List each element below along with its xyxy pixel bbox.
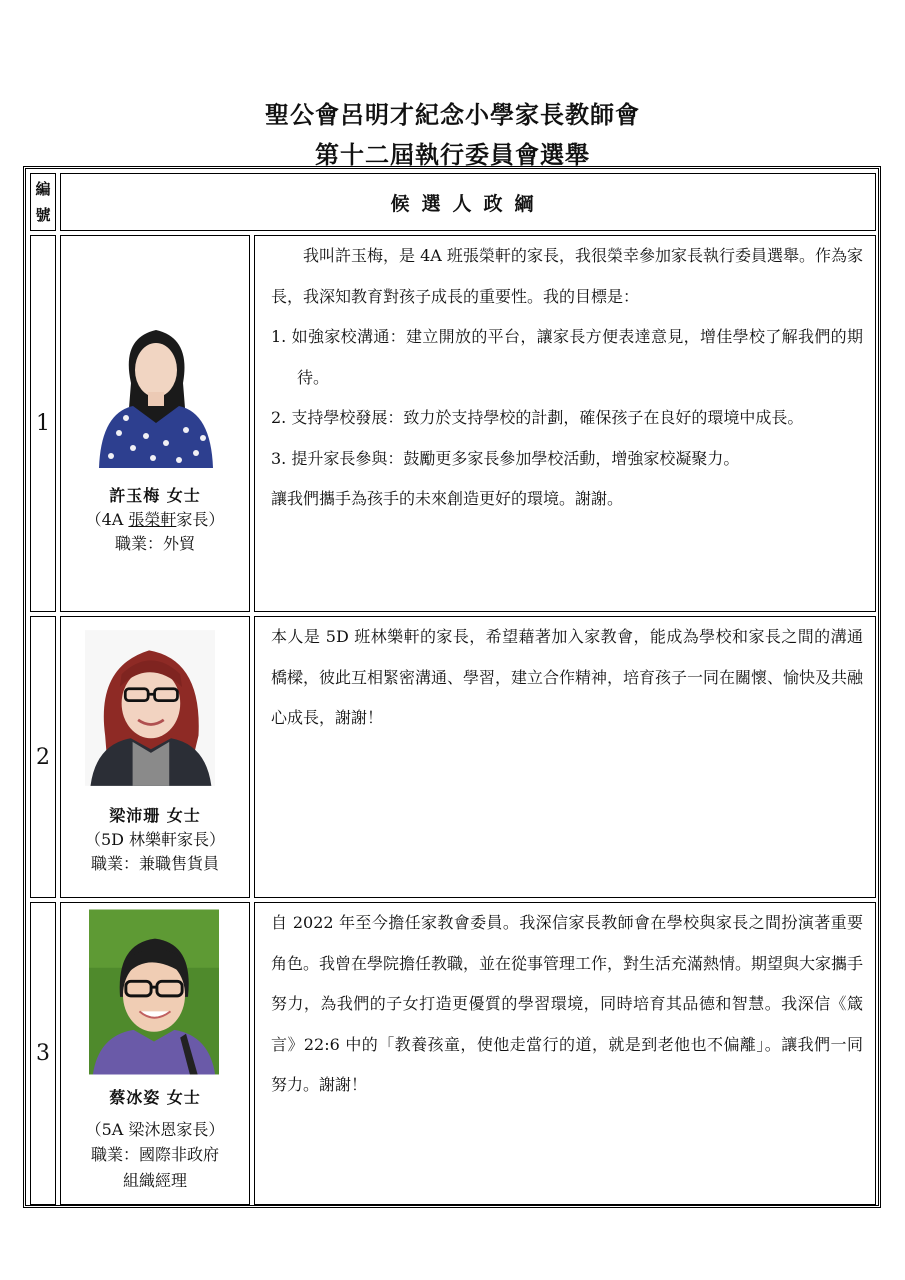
candidate-platform <box>254 902 876 1205</box>
platform-item: 3. 提升家長參與：鼓勵更多家長參加學校活動，增強家校凝聚力。 <box>271 448 740 468</box>
candidate-occupation: 職業：兼職售貨員 <box>90 854 219 873</box>
candidate-relation: （5A 梁沐恩家長） <box>85 1120 225 1139</box>
candidate-number: 2 <box>30 616 56 898</box>
candidate-info <box>60 235 250 612</box>
number-column-header <box>30 173 56 231</box>
candidate-relation <box>61 508 249 532</box>
candidate-photo <box>91 308 221 468</box>
candidate-info <box>60 902 250 1205</box>
number-header-char-1: 編 <box>35 180 51 198</box>
candidate-platform <box>254 235 876 612</box>
platform-text: 自 2022 年至今擔任家教會委員。我深信家長教師會在學校與家長之間扮演著重要角色。我曾在學院擔任教職，並在從事管理工作，對生活充滿熱情。期望與大家攜手努力，為我們的子女打造更優質的學習環境，同時培育其品德和智慧。我深信《箴言》22:6 中的「教養孩童，使他走當行的道，就是到老他也不偏離」。讓我們一同努力。謝謝！ <box>271 913 864 1094</box>
candidate-platform <box>254 616 876 898</box>
platform-text: 本人是 5D 班林樂軒的家長，希望藉著加入家教會，能成為學校和家長之間的溝通橋樑，彼此互相緊密溝通、學習，建立合作精神，培育孩子一同在關懷、愉快及共融心成長，謝謝！ <box>271 627 864 727</box>
platform-closing: 讓我們攜手為孩手的未來創造更好的環境。謝謝。 <box>271 489 624 508</box>
platform-item: 1. 如強家校溝通：建立開放的平台，讓家長方便表達意見，增佳學校了解我們的期待。 <box>271 327 863 387</box>
number-header-char-2: 號 <box>35 206 51 224</box>
candidate-name: 蔡冰姿 女士 <box>109 1088 201 1107</box>
candidate-number: 3 <box>30 902 56 1205</box>
candidate-occupation: 職業：外貿 <box>114 534 195 553</box>
relation-prefix: （4A <box>85 510 129 529</box>
candidate-photo <box>85 623 215 793</box>
page-subtitle: 第十二屆執行委員會選舉 <box>315 140 590 169</box>
platform-column-header: 候選人政綱 <box>60 173 876 231</box>
candidate-number: 1 <box>30 235 56 612</box>
candidate-photo <box>89 907 219 1077</box>
candidate-occupation-cont: 組織經理 <box>122 1171 187 1190</box>
platform-item: 2. 支持學校發展：致力於支持學校的計劃，確保孩子在良好的環境中成長。 <box>271 408 804 427</box>
child-name: 張榮軒 <box>128 510 177 529</box>
candidate-occupation: 職業：國際非政府 <box>90 1145 219 1164</box>
candidate-name: 許玉梅 女士 <box>109 486 201 505</box>
candidate-table <box>23 166 881 1208</box>
platform-intro: 我叫許玉梅，是 4A 班張榮軒的家長，我很榮幸參加家長執行委員選舉。作為家長，我深知教育對孩子成長的重要性。我的目標是： <box>271 246 863 306</box>
candidate-name: 梁沛珊 女士 <box>109 806 201 825</box>
candidate-relation: （5D 林樂軒家長） <box>84 830 226 849</box>
relation-suffix: 家長） <box>176 510 225 529</box>
page-title: 聖公會呂明才紀念小學家長教師會 <box>265 100 640 129</box>
candidate-info <box>60 616 250 898</box>
